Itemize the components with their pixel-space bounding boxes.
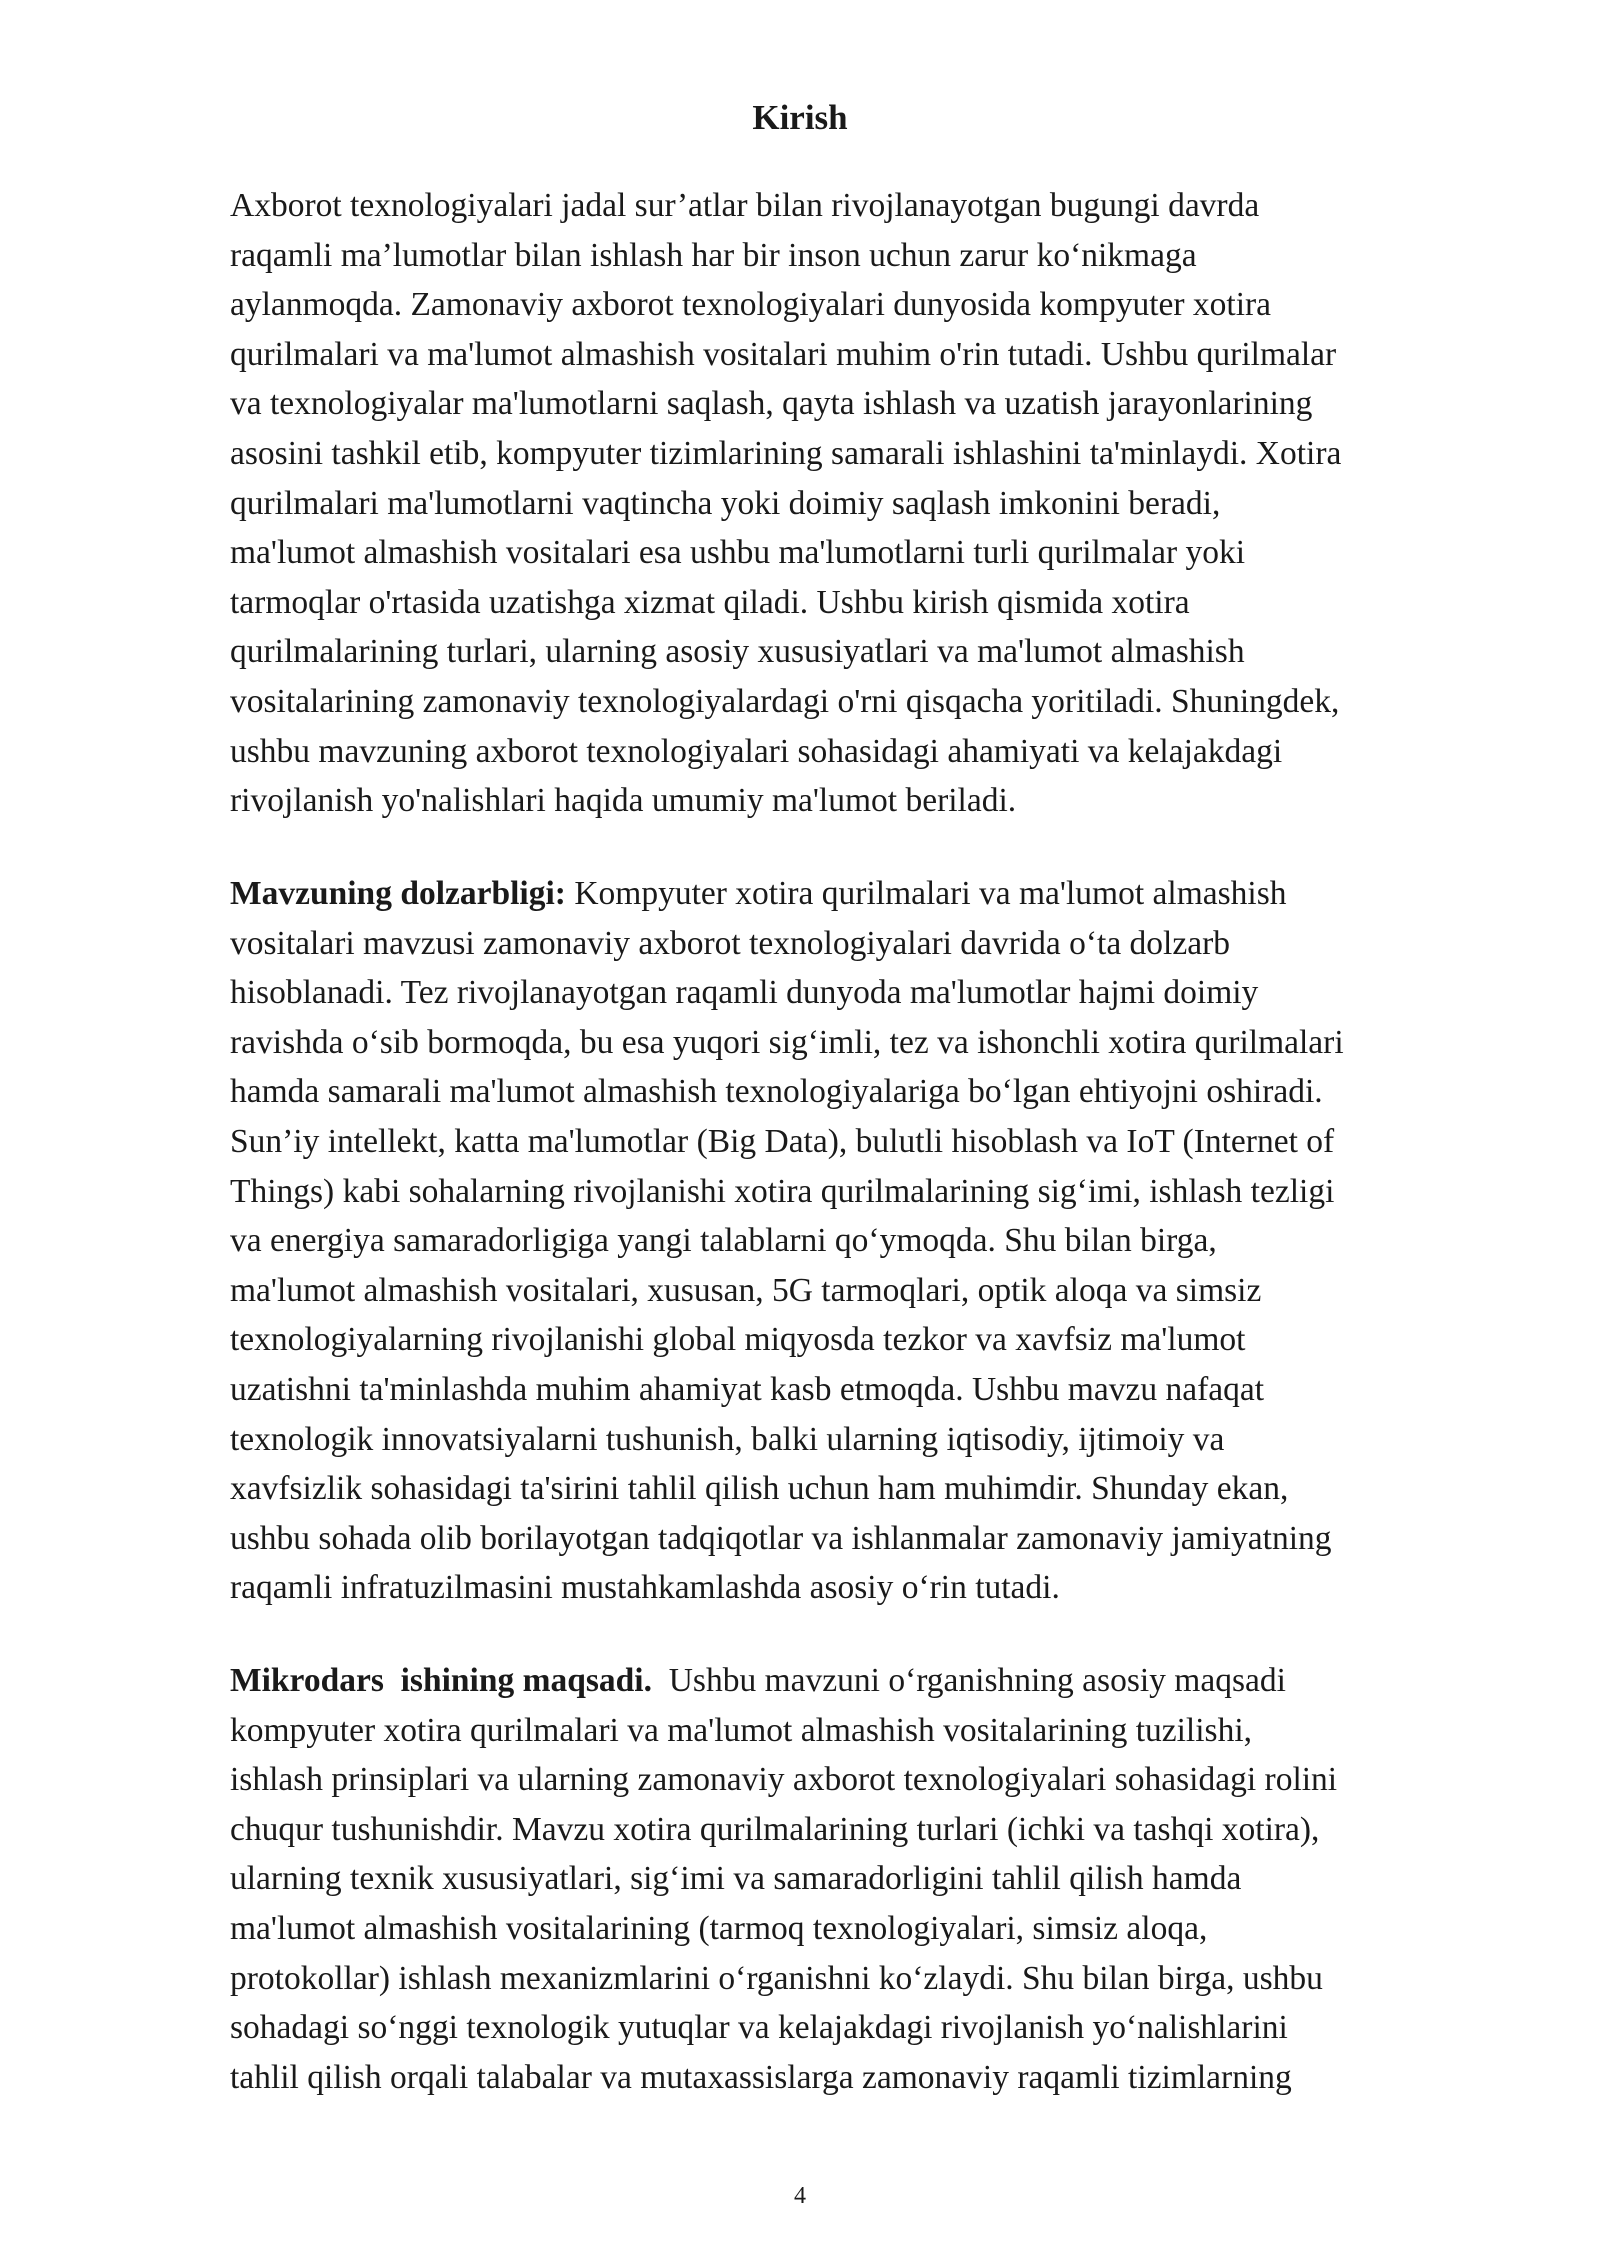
paragraph-line: qurilmalari va ma'lumot almashish vositalari muhim o'rin tutadi. Ushbu qurilmalar	[230, 335, 1337, 373]
paragraph-line: hamda samarali ma'lumot almashish texnologiyalariga boʻlgan ehtiyojni oshiradi.	[230, 1073, 1323, 1111]
paragraph-line: protokollar) ishlash mexanizmlarini oʻrganishni koʻzlaydi. Shu bilan birga, ushbu	[230, 1959, 1323, 1997]
paragraph-line: va texnologiyalar ma'lumotlarni saqlash, qayta ishlash va uzatish jarayonlarining	[230, 385, 1313, 423]
paragraph-line: Things) kabi sohalarning rivojlanishi xotira qurilmalarining sigʻimi, ishlash tezligi	[230, 1172, 1335, 1210]
paragraph-first-line	[230, 1656, 1490, 1706]
goal-paragraph	[230, 1656, 1490, 2102]
paragraph-line: kompyuter xotira qurilmalari va ma'lumot almashish vositalarining tuzilishi,	[230, 1711, 1253, 1749]
paragraph-line: ushbu sohada olib borilayotgan tadqiqotlar va ishlanmalar zamonaviy jamiyatning	[230, 1519, 1332, 1557]
paragraph-line: Sun’iy intellekt, katta ma'lumotlar (Big Data), bulutli hisoblash va IoT (Internet of	[230, 1122, 1335, 1160]
page-number: 4	[794, 2183, 806, 2209]
paragraph-line: xavfsizlik sohasidagi ta'sirini tahlil qilish uchun ham muhimdir. Shunday ekan,	[230, 1470, 1289, 1508]
paragraph-line: ma'lumot almashish vositalari esa ushbu ma'lumotlarni turli qurilmalar yoki	[230, 534, 1246, 572]
paragraph-line: ularning texnik xususiyatlari, sigʻimi va samaradorligini tahlil qilish hamda	[230, 1860, 1242, 1898]
paragraph-line: va energiya samaradorligiga yangi talablarni qoʻymoqda. Shu bilan birga,	[230, 1222, 1217, 1260]
paragraph-line: qurilmalari ma'lumotlarni vaqtincha yoki doimiy saqlash imkonini beradi,	[230, 484, 1221, 522]
paragraph-line: tarmoqlar o'rtasida uzatishga xizmat qiladi. Ushbu kirish qismida xotira	[230, 583, 1190, 621]
paragraph-line: hisoblanadi. Tez rivojlanayotgan raqamli dunyoda ma'lumotlar hajmi doimiy	[230, 974, 1259, 1012]
relevance-lead: Mavzuning dolzarbligi:	[230, 875, 566, 912]
paragraph-line: sohadagi soʻnggi texnologik yutuqlar va kelajakdagi rivojlanish yoʻnalishlarini	[230, 2009, 1288, 2047]
paragraph-line: ma'lumot almashish vositalarining (tarmoq texnologiyalari, simsiz aloqa,	[230, 1909, 1208, 1947]
paragraph-line: qurilmalarining turlari, ularning asosiy xususiyatlari va ma'lumot almashish	[230, 633, 1245, 671]
paragraph-line: vositalarining zamonaviy texnologiyalardagi o'rni qisqacha yoritiladi. Shuningdek,	[230, 682, 1340, 720]
paragraph-line: Axborot texnologiyalari jadal sur’atlar bilan rivojlanayotgan bugungi davrda	[230, 187, 1260, 224]
paragraph-line: ishlash prinsiplari va ularning zamonaviy axborot texnologiyalari sohasidagi rolini	[230, 1761, 1338, 1799]
paragraph-line: vositalari mavzusi zamonaviy axborot texnologiyalari davrida oʻta dolzarb	[230, 924, 1231, 962]
paragraph-first-line-text: Ushbu mavzuni oʻrganishning asosiy maqsadi	[651, 1662, 1286, 1699]
paragraph-line: texnologiyalarning rivojlanishi global miqyosda tezkor va xavfsiz ma'lumot	[230, 1321, 1246, 1359]
paragraph-line: asosini tashkil etib, kompyuter tizimlarining samarali ishlashini ta'minlaydi. Xotira	[230, 434, 1342, 472]
paragraph-line: raqamli infratuzilmasini mustahkamlashda asosiy oʻrin tutadi.	[230, 1569, 1060, 1607]
paragraph-line: uzatishni ta'minlashda muhim ahamiyat kasb etmoqda. Ushbu mavzu nafaqat	[230, 1370, 1265, 1408]
paragraph-line: rivojlanish yo'nalishlari haqida umumiy ma'lumot beriladi.	[230, 782, 1017, 820]
paragraph-line: ravishda oʻsib bormoqda, bu esa yuqori sigʻimli, tez va ishonchli xotira qurilmalari	[230, 1023, 1344, 1061]
paragraph-line: ma'lumot almashish vositalari, xususan, 5G tarmoqlari, optik aloqa va simsiz	[230, 1271, 1262, 1309]
goal-lead: Mikrodars ishining maqsadi.	[230, 1662, 652, 1699]
paragraph-first-line-text: Kompyuter xotira qurilmalari va ma'lumot almashish	[565, 875, 1287, 912]
paragraph-line: chuqur tushunishdir. Mavzu xotira qurilmalarining turlari (ichki va tashqi xotira),	[230, 1810, 1320, 1848]
relevance-paragraph	[230, 869, 1490, 1613]
paragraph-line: tahlil qilish orqali talabalar va mutaxassislarga zamonaviy raqamli tizimlarning	[230, 2058, 1292, 2096]
page-title: Kirish	[752, 98, 848, 137]
introduction-paragraph	[230, 181, 1490, 826]
paragraph-first-line	[230, 869, 1490, 919]
paragraph-line: aylanmoqda. Zamonaviy axborot texnologiyalari dunyosida kompyuter xotira	[230, 286, 1272, 324]
paragraph-line: raqamli ma’lumotlar bilan ishlash har bir inson uchun zarur koʻnikmaga	[230, 236, 1197, 274]
paragraph-line: ushbu mavzuning axborot texnologiyalari sohasidagi ahamiyati va kelajakdagi	[230, 732, 1283, 770]
paragraph-line: texnologik innovatsiyalarni tushunish, balki ularning iqtisodiy, ijtimoiy va	[230, 1420, 1225, 1458]
